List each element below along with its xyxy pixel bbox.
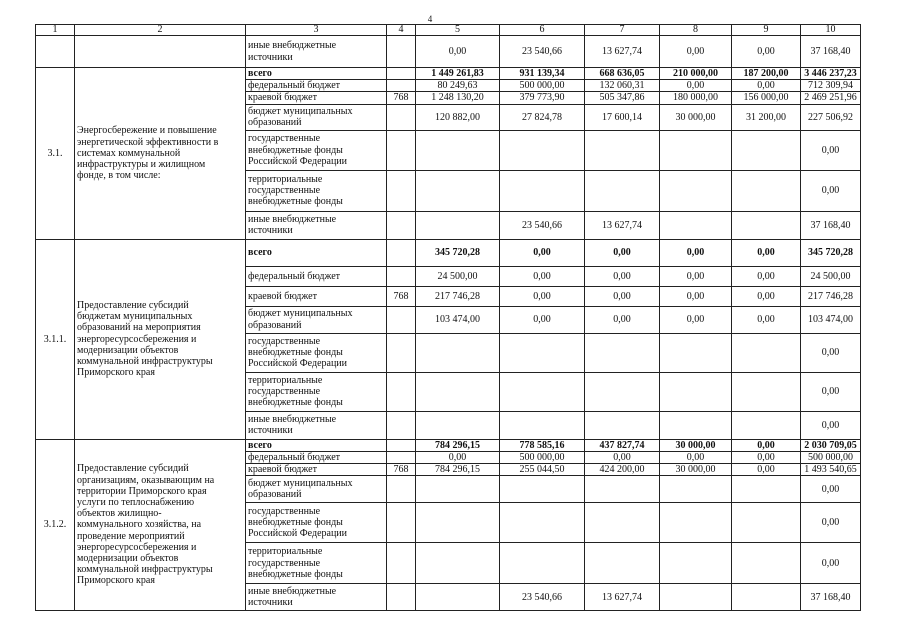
value-cell: 217 746,28 <box>416 286 500 306</box>
value-cell: 0,00 <box>585 451 660 463</box>
funding-source-line: внебюджетные фонды <box>248 517 343 529</box>
funding-source-line: Российской Федерации <box>248 358 348 370</box>
funding-source-line: бюджет муниципальных <box>248 105 353 117</box>
funding-source-cell <box>246 239 387 266</box>
description-line: Предоставление субсидий <box>77 299 189 311</box>
value-cell: 210 000,00 <box>660 68 732 80</box>
value-cell: 0,00 <box>801 372 861 411</box>
value-cell: 784 296,15 <box>416 464 500 476</box>
table-row <box>36 239 861 266</box>
value-cell <box>500 170 585 211</box>
value-cell: 0,00 <box>660 80 732 92</box>
value-cell: 227 506,92 <box>801 104 861 130</box>
funding-source-line: источники <box>248 597 293 609</box>
ksr-code-cell <box>387 584 416 611</box>
ksr-code-cell <box>387 333 416 372</box>
value-cell: 23 540,66 <box>500 211 585 239</box>
value-cell: 2 030 709,05 <box>801 439 861 451</box>
ksr-code-cell <box>387 306 416 333</box>
value-cell <box>387 36 416 68</box>
ksr-code-cell <box>387 266 416 286</box>
funding-source-cell <box>246 333 387 372</box>
value-cell: 0,00 <box>801 333 861 372</box>
funding-source-line: внебюджетные фонды <box>248 196 343 208</box>
value-cell <box>732 211 801 239</box>
value-cell: 0,00 <box>732 286 801 306</box>
funding-source-cell <box>246 170 387 211</box>
value-cell <box>660 130 732 170</box>
value-cell <box>660 411 732 439</box>
funding-source-cell <box>246 286 387 306</box>
description-line: энергетической эффективности в <box>77 136 219 148</box>
funding-source-line: бюджет муниципальных <box>248 308 353 320</box>
value-cell: 0,00 <box>416 36 500 68</box>
budget-table <box>35 24 861 611</box>
value-cell: 13 627,74 <box>585 584 660 611</box>
value-cell <box>585 170 660 211</box>
section-description <box>75 439 246 611</box>
value-cell: 3 446 237,23 <box>801 68 861 80</box>
description-line: объектов жилищно- <box>77 508 162 520</box>
value-cell: 345 720,28 <box>416 239 500 266</box>
funding-source-cell <box>246 68 387 80</box>
funding-source-line: образований <box>248 117 302 129</box>
value-cell: 24 500,00 <box>416 266 500 286</box>
value-cell <box>500 411 585 439</box>
column-number: 3 <box>246 25 387 36</box>
ksr-code-cell <box>387 239 416 266</box>
ksr-code-cell <box>387 372 416 411</box>
funding-source-line: всего <box>248 68 272 79</box>
funding-source-line: краевой бюджет <box>248 290 317 302</box>
value-cell <box>660 543 732 584</box>
value-cell: 500 000,00 <box>500 451 585 463</box>
funding-source-line: источники <box>248 425 293 437</box>
value-cell: 0,00 <box>801 503 861 543</box>
description-line: Энергосбережение и повышение <box>77 125 217 137</box>
value-cell: 24 500,00 <box>801 266 861 286</box>
description-line: инфраструктуры и жилищном <box>77 158 206 170</box>
funding-source-cell <box>246 476 387 503</box>
funding-source-cell <box>246 543 387 584</box>
value-cell: 0,00 <box>732 451 801 463</box>
funding-source-line: образований <box>248 489 302 501</box>
funding-source-cell <box>246 503 387 543</box>
funding-source-cell <box>246 104 387 130</box>
value-cell <box>732 130 801 170</box>
funding-source-line: источники <box>248 225 293 237</box>
value-cell <box>732 170 801 211</box>
column-number: 4 <box>387 25 416 36</box>
description-line: территории Приморского края <box>77 485 207 497</box>
funding-source-line: всего <box>248 439 272 451</box>
funding-source-line: федеральный бюджет <box>248 270 341 282</box>
value-cell: 0,00 <box>500 266 585 286</box>
value-cell <box>660 170 732 211</box>
funding-source-line: иные внебюджетные <box>248 213 337 225</box>
value-cell: 0,00 <box>660 306 732 333</box>
funding-source-line: государственные <box>248 505 321 517</box>
ksr-code-cell <box>387 503 416 543</box>
ksr-code-cell <box>387 439 416 451</box>
value-cell <box>416 170 500 211</box>
ksr-code-cell: 768 <box>387 92 416 104</box>
value-cell: 1 248 130,20 <box>416 92 500 104</box>
funding-source-line: Российской Федерации <box>248 528 348 540</box>
funding-source-cell <box>246 130 387 170</box>
funding-source-line: государственные <box>248 335 321 347</box>
funding-source-cell <box>246 306 387 333</box>
value-cell <box>416 211 500 239</box>
column-number: 1 <box>36 25 75 36</box>
funding-source-line: внебюджетные фонды <box>248 347 343 358</box>
value-cell <box>500 372 585 411</box>
description-line: коммунального хозяйства, на <box>77 519 202 531</box>
value-cell: 0,00 <box>660 239 732 266</box>
description-line: услуги по теплоснабжению <box>77 496 195 508</box>
value-cell <box>732 476 801 503</box>
value-cell: 668 636,05 <box>585 68 660 80</box>
column-number: 6 <box>500 25 585 36</box>
section-code: 3.1.2. <box>36 439 75 611</box>
value-cell <box>500 503 585 543</box>
funding-source-cell <box>246 464 387 476</box>
value-cell <box>585 411 660 439</box>
description-line: модернизации объектов <box>77 552 179 564</box>
table-row <box>36 36 861 68</box>
value-cell: 13 627,74 <box>585 211 660 239</box>
value-cell <box>585 372 660 411</box>
value-cell: 0,00 <box>585 306 660 333</box>
value-cell: 0,00 <box>660 36 732 68</box>
ksr-code-cell: 768 <box>387 464 416 476</box>
value-cell: 0,00 <box>660 266 732 286</box>
funding-source-line: государственные <box>248 133 321 145</box>
funding-source-line: краевой бюджет <box>248 92 317 104</box>
ksr-code-cell: 768 <box>387 286 416 306</box>
value-cell <box>732 543 801 584</box>
funding-source-line: краевой бюджет <box>248 464 317 476</box>
value-cell: 37 168,40 <box>801 584 861 611</box>
funding-source-line: федеральный бюджет <box>248 80 341 92</box>
funding-source-line: государственные <box>248 557 321 569</box>
value-cell: 0,00 <box>732 239 801 266</box>
funding-source-line: государственные <box>248 386 321 397</box>
value-cell: 13 627,74 <box>585 36 660 68</box>
value-cell <box>732 503 801 543</box>
funding-source-cell <box>246 439 387 451</box>
value-cell: 0,00 <box>732 306 801 333</box>
funding-source-line: территориальные <box>248 546 323 558</box>
funding-source-line: Российской Федерации <box>248 155 348 167</box>
value-cell: 0,00 <box>500 239 585 266</box>
value-cell <box>585 543 660 584</box>
value-cell: 30 000,00 <box>660 464 732 476</box>
funding-source-cell <box>246 266 387 286</box>
section-code: 3.1. <box>36 68 75 240</box>
value-cell: 424 200,00 <box>585 464 660 476</box>
value-cell: 1 449 261,83 <box>416 68 500 80</box>
value-cell <box>585 503 660 543</box>
table-row <box>36 439 861 451</box>
description-line: организациям, оказывающим на <box>77 474 215 486</box>
value-cell <box>585 476 660 503</box>
ksr-code-cell <box>387 476 416 503</box>
value-cell: 27 824,78 <box>500 104 585 130</box>
description-line: энергоресурсосбережения и <box>77 541 197 553</box>
funding-source-cell <box>246 411 387 439</box>
value-cell <box>660 333 732 372</box>
value-cell: 0,00 <box>585 286 660 306</box>
value-cell: 0,00 <box>500 306 585 333</box>
page-number: 4 <box>427 14 433 24</box>
value-cell <box>500 333 585 372</box>
section-code: 3.1.1. <box>36 239 75 439</box>
funding-source-line: источники <box>248 51 293 63</box>
value-cell: 37 168,40 <box>801 211 861 239</box>
ksr-code-cell <box>387 80 416 92</box>
value-cell <box>416 411 500 439</box>
code-cell <box>36 36 75 68</box>
funding-source-line: внебюджетные фонды <box>248 568 343 580</box>
value-cell: 0,00 <box>801 543 861 584</box>
value-cell: 180 000,00 <box>660 92 732 104</box>
value-cell <box>660 584 732 611</box>
description-line: модернизации объектов <box>77 344 179 356</box>
value-cell <box>585 333 660 372</box>
value-cell <box>585 130 660 170</box>
value-cell: 931 139,34 <box>500 68 585 80</box>
value-cell: 0,00 <box>660 286 732 306</box>
column-number: 8 <box>660 25 732 36</box>
value-cell <box>416 476 500 503</box>
value-cell <box>500 476 585 503</box>
value-cell: 17 600,14 <box>585 104 660 130</box>
description-cell <box>75 36 246 68</box>
value-cell: 0,00 <box>416 451 500 463</box>
value-cell <box>416 503 500 543</box>
value-cell: 0,00 <box>500 286 585 306</box>
description-line: энергоресурсосбережения и <box>77 333 197 345</box>
value-cell <box>500 543 585 584</box>
value-cell <box>416 130 500 170</box>
funding-source-line: образований <box>248 319 302 331</box>
value-cell: 0,00 <box>585 239 660 266</box>
value-cell <box>732 411 801 439</box>
description-line: коммунальной инфраструктуры <box>77 564 213 576</box>
section-description <box>75 239 246 439</box>
value-cell: 0,00 <box>660 451 732 463</box>
value-cell: 778 585,16 <box>500 439 585 451</box>
column-number: 10 <box>801 25 861 36</box>
value-cell: 156 000,00 <box>732 92 801 104</box>
column-number-row <box>36 25 861 36</box>
value-cell: 1 493 540,65 <box>801 464 861 476</box>
value-cell: 0,00 <box>732 464 801 476</box>
value-cell: 500 000,00 <box>801 451 861 463</box>
funding-source-cell <box>246 211 387 239</box>
description-line: фонде, в том числе: <box>77 170 161 182</box>
value-cell: 0,00 <box>801 170 861 211</box>
funding-source-line: иные внебюджетные <box>248 40 337 52</box>
value-cell: 500 000,00 <box>500 80 585 92</box>
description-line: Приморского края <box>77 575 155 587</box>
value-cell: 345 720,28 <box>801 239 861 266</box>
description-line: Приморского края <box>77 367 155 379</box>
column-number: 2 <box>75 25 246 36</box>
value-cell <box>660 372 732 411</box>
column-number: 5 <box>416 25 500 36</box>
value-cell <box>416 584 500 611</box>
funding-source-line: бюджет муниципальных <box>248 478 353 490</box>
value-cell: 0,00 <box>801 130 861 170</box>
description-line: образований на мероприятия <box>77 322 201 334</box>
value-cell: 80 249,63 <box>416 80 500 92</box>
funding-source-cell <box>246 36 387 68</box>
section-description <box>75 68 246 240</box>
value-cell: 30 000,00 <box>660 104 732 130</box>
value-cell: 0,00 <box>732 266 801 286</box>
value-cell <box>416 333 500 372</box>
column-number: 7 <box>585 25 660 36</box>
description-line: бюджетам муниципальных <box>77 311 193 323</box>
value-cell: 23 540,66 <box>500 36 585 68</box>
value-cell: 103 474,00 <box>801 306 861 333</box>
column-number: 9 <box>732 25 801 36</box>
value-cell <box>416 372 500 411</box>
funding-source-line: всего <box>248 247 272 258</box>
value-cell: 379 773,90 <box>500 92 585 104</box>
value-cell <box>416 543 500 584</box>
value-cell <box>660 503 732 543</box>
value-cell <box>732 584 801 611</box>
description-line: системах коммунальной <box>77 147 181 159</box>
value-cell: 120 882,00 <box>416 104 500 130</box>
funding-source-line: территориальные <box>248 374 323 386</box>
ksr-code-cell <box>387 411 416 439</box>
value-cell: 505 347,86 <box>585 92 660 104</box>
value-cell: 437 827,74 <box>585 439 660 451</box>
value-cell: 0,00 <box>801 476 861 503</box>
value-cell: 0,00 <box>585 266 660 286</box>
value-cell <box>500 130 585 170</box>
ksr-code-cell <box>387 451 416 463</box>
ksr-code-cell <box>387 130 416 170</box>
value-cell: 103 474,00 <box>416 306 500 333</box>
value-cell <box>732 333 801 372</box>
value-cell: 2 469 251,96 <box>801 92 861 104</box>
funding-source-line: государственные <box>248 185 321 196</box>
description-line: Предоставление субсидий <box>77 463 189 475</box>
table-row <box>36 68 861 80</box>
value-cell: 23 540,66 <box>500 584 585 611</box>
funding-source-line: иные внебюджетные <box>248 413 337 425</box>
value-cell: 0,00 <box>732 80 801 92</box>
funding-source-line: федеральный бюджет <box>248 451 341 463</box>
value-cell: 712 309,94 <box>801 80 861 92</box>
value-cell: 0,00 <box>801 411 861 439</box>
funding-source-cell <box>246 80 387 92</box>
ksr-code-cell <box>387 68 416 80</box>
description-line: проведение мероприятий <box>77 530 185 542</box>
value-cell <box>660 476 732 503</box>
value-cell: 217 746,28 <box>801 286 861 306</box>
value-cell: 255 044,50 <box>500 464 585 476</box>
value-cell: 132 060,31 <box>585 80 660 92</box>
value-cell: 187 200,00 <box>732 68 801 80</box>
value-cell: 0,00 <box>732 439 801 451</box>
value-cell <box>660 211 732 239</box>
funding-source-line: территориальные <box>248 173 323 185</box>
funding-source-cell <box>246 584 387 611</box>
ksr-code-cell <box>387 170 416 211</box>
funding-source-cell <box>246 372 387 411</box>
ksr-code-cell <box>387 543 416 584</box>
funding-source-cell <box>246 451 387 463</box>
funding-source-cell <box>246 92 387 104</box>
funding-source-line: внебюджетные фонды <box>248 397 343 409</box>
value-cell: 784 296,15 <box>416 439 500 451</box>
funding-source-line: внебюджетные фонды <box>248 144 343 156</box>
value-cell: 30 000,00 <box>660 439 732 451</box>
ksr-code-cell <box>387 211 416 239</box>
value-cell: 37 168,40 <box>801 36 861 68</box>
ksr-code-cell <box>387 104 416 130</box>
value-cell: 0,00 <box>732 36 801 68</box>
description-line: коммунальной инфраструктуры <box>77 355 213 367</box>
value-cell <box>732 372 801 411</box>
funding-source-line: иные внебюджетные <box>248 586 337 598</box>
value-cell: 31 200,00 <box>732 104 801 130</box>
